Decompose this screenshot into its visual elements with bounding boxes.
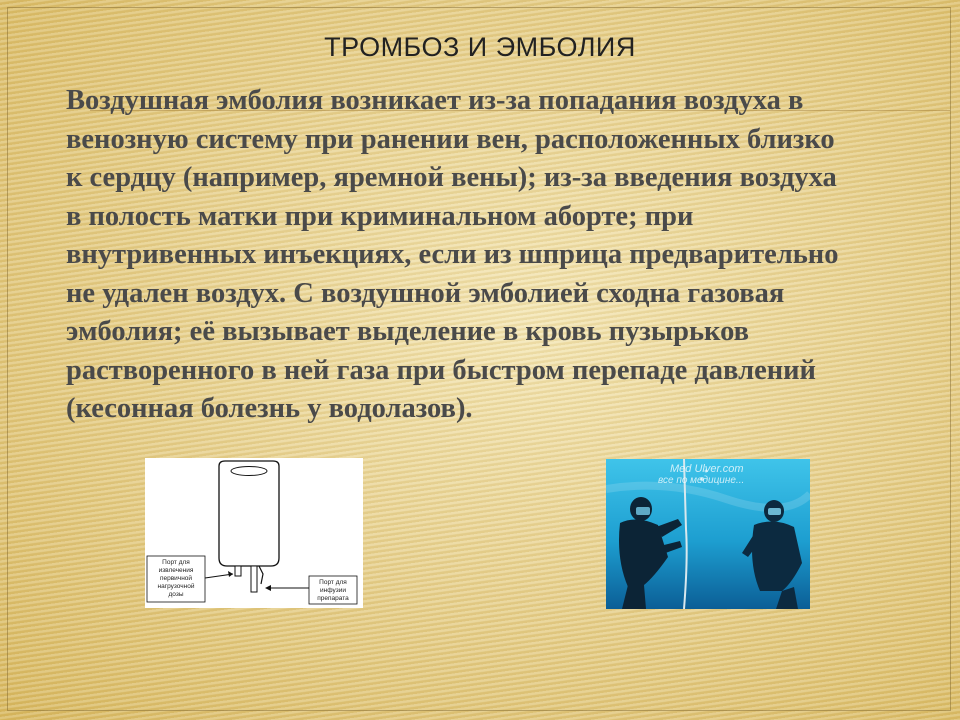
left-label-line: первичной (159, 575, 193, 582)
right-port (259, 566, 263, 584)
slide-body-text: Воздушная эмболия возникает из-за попадания воздуха в венозную систему при ранении вен, расположенных близко к сердцу (например, яремной вены); из-за введения воздуха в полость матки при криминальном аборте; при внутривенных инъекциях, если из шприца предварительно не удален воздух. С воздушной эмболией сходна газовая эмболия; её вызывает выделение в кровь пузырьков растворенного в ней газа при быстром перепаде давлений (кесонная болезнь у водолазов). (66, 85, 839, 424)
right-label-line: препарата (317, 595, 349, 602)
iv-bag-diagram (145, 458, 363, 608)
divers-illustration (606, 459, 810, 609)
right-label-line: Порт для (319, 579, 347, 586)
watermark-site: Med Ulver.com (670, 463, 744, 475)
left-label-line: Порт для (162, 559, 190, 566)
right-diver-mask (768, 508, 781, 515)
left-diver-mask (636, 507, 650, 515)
iv-bag-drawing (145, 458, 363, 608)
slide-title: ТРОМБОЗ И ЭМБОЛИЯ (324, 32, 636, 62)
center-port (251, 566, 257, 592)
left-label-line: нагрузочной (157, 583, 195, 590)
left-label-line: извлечения (158, 567, 194, 574)
left-port (235, 566, 241, 576)
right-label-line: инфузии (320, 587, 346, 594)
iv-bag-outline (219, 461, 279, 566)
hanger-hole (231, 467, 267, 476)
left-label-line: дозы (168, 591, 184, 598)
divers-photo (606, 459, 810, 609)
right-arrowhead (265, 585, 271, 591)
left-arrowhead (228, 571, 233, 577)
watermark-tagline: все по медицине... (658, 475, 745, 486)
